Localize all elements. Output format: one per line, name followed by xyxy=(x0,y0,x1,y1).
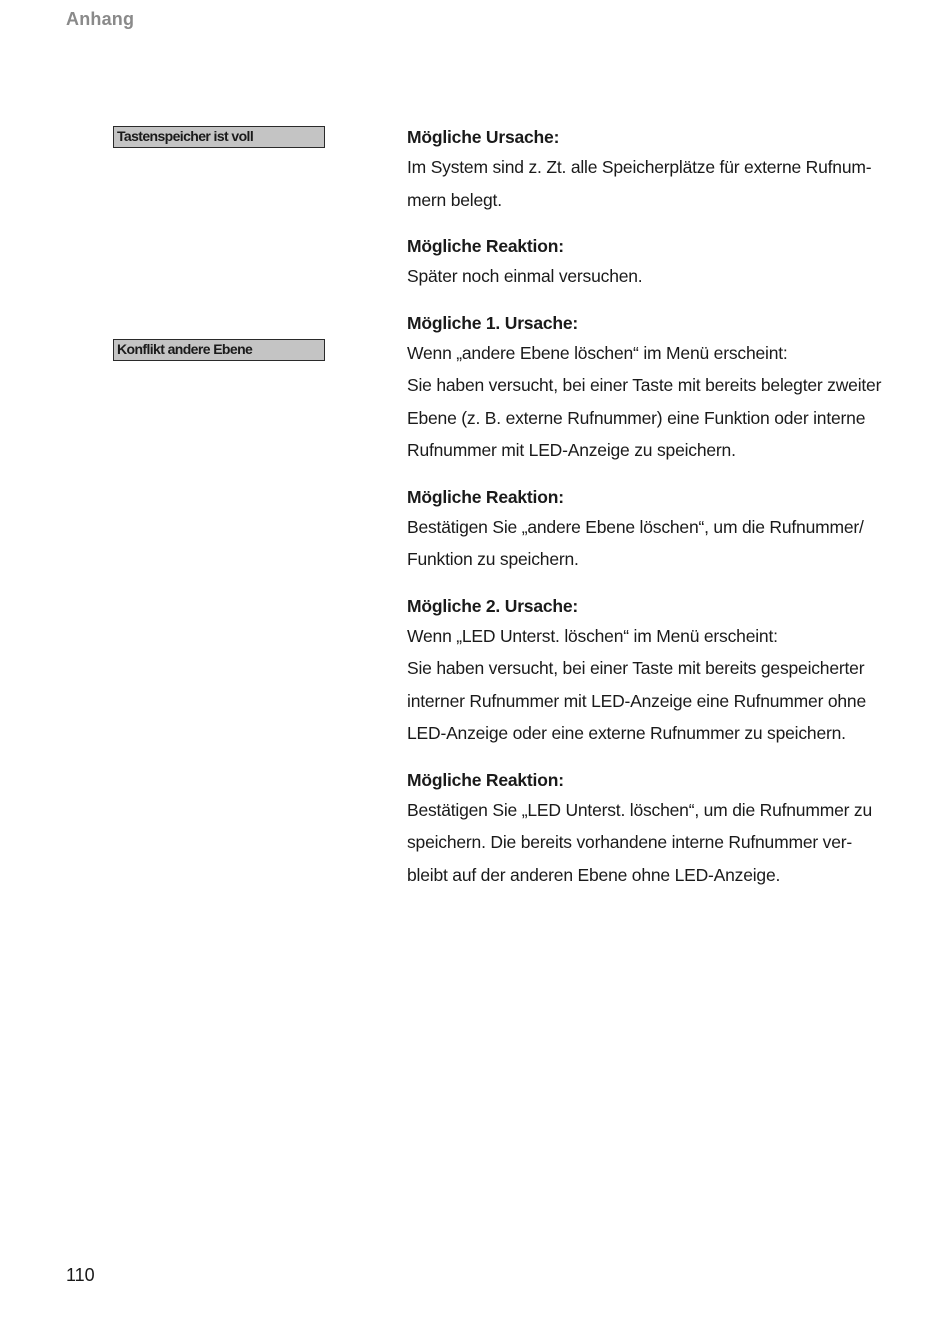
text-line: Später noch einmal versuchen. xyxy=(407,266,643,286)
section xyxy=(407,593,887,750)
section-heading: Mögliche Reaktion: xyxy=(407,486,564,507)
section-header: Anhang xyxy=(66,9,135,29)
text-line: interner Rufnummer mit LED-Anzeige eine Rufnummer ohne xyxy=(407,690,866,711)
main-content xyxy=(407,124,887,908)
section-text xyxy=(407,620,887,750)
display-message-label: Konflikt andere Ebene xyxy=(113,339,325,361)
text-line: speichern. Die bereits vorhandene interne Rufnummer ver- xyxy=(407,832,852,852)
text-line: Rufnummer mit LED-Anzeige zu speichern. xyxy=(407,440,736,460)
section xyxy=(407,233,887,293)
display-message-label: Tastenspeicher ist voll xyxy=(113,126,325,148)
text-line: Funktion zu speichern. xyxy=(407,549,579,569)
section-text xyxy=(407,260,887,293)
section-heading: Mögliche Reaktion: xyxy=(407,769,564,790)
section xyxy=(407,124,887,216)
text-line: Bestätigen Sie „LED Unterst. löschen“, um die Rufnummer zu xyxy=(407,799,872,820)
text-line: Wenn „LED Unterst. löschen“ im Menü erscheint: xyxy=(407,625,778,646)
text-line: Sie haben versucht, bei einer Taste mit bereits belegter zweiter xyxy=(407,375,882,395)
page-number: 110 xyxy=(66,1265,95,1285)
text-line: Sie haben versucht, bei einer Taste mit bereits gespeicherter xyxy=(407,658,865,678)
text-line: Im System sind z. Zt. alle Speicherplätze für externe Rufnum- xyxy=(407,157,872,177)
text-line: Ebene (z. B. externe Rufnummer) eine Funktion oder interne xyxy=(407,407,866,428)
section xyxy=(407,484,887,576)
text-line: bleibt auf der anderen Ebene ohne LED-Anzeige. xyxy=(407,864,781,885)
section-heading: Mögliche 1. Ursache: xyxy=(407,312,579,333)
section-heading: Mögliche Ursache: xyxy=(407,127,560,147)
section-text xyxy=(407,794,887,892)
section-text xyxy=(407,151,887,216)
text-line: Wenn „andere Ebene löschen“ im Menü erscheint: xyxy=(407,342,788,363)
text-line: mern belegt. xyxy=(407,189,502,210)
section xyxy=(407,310,887,467)
text-line: Bestätigen Sie „andere Ebene löschen“, um die Rufnummer/ xyxy=(407,516,864,537)
section-text xyxy=(407,511,887,576)
section xyxy=(407,767,887,892)
text-line: LED-Anzeige oder eine externe Rufnummer zu speichern. xyxy=(407,723,846,743)
section-heading: Mögliche 2. Ursache: xyxy=(407,595,579,616)
section-heading: Mögliche Reaktion: xyxy=(407,236,564,256)
section-text xyxy=(407,337,887,467)
